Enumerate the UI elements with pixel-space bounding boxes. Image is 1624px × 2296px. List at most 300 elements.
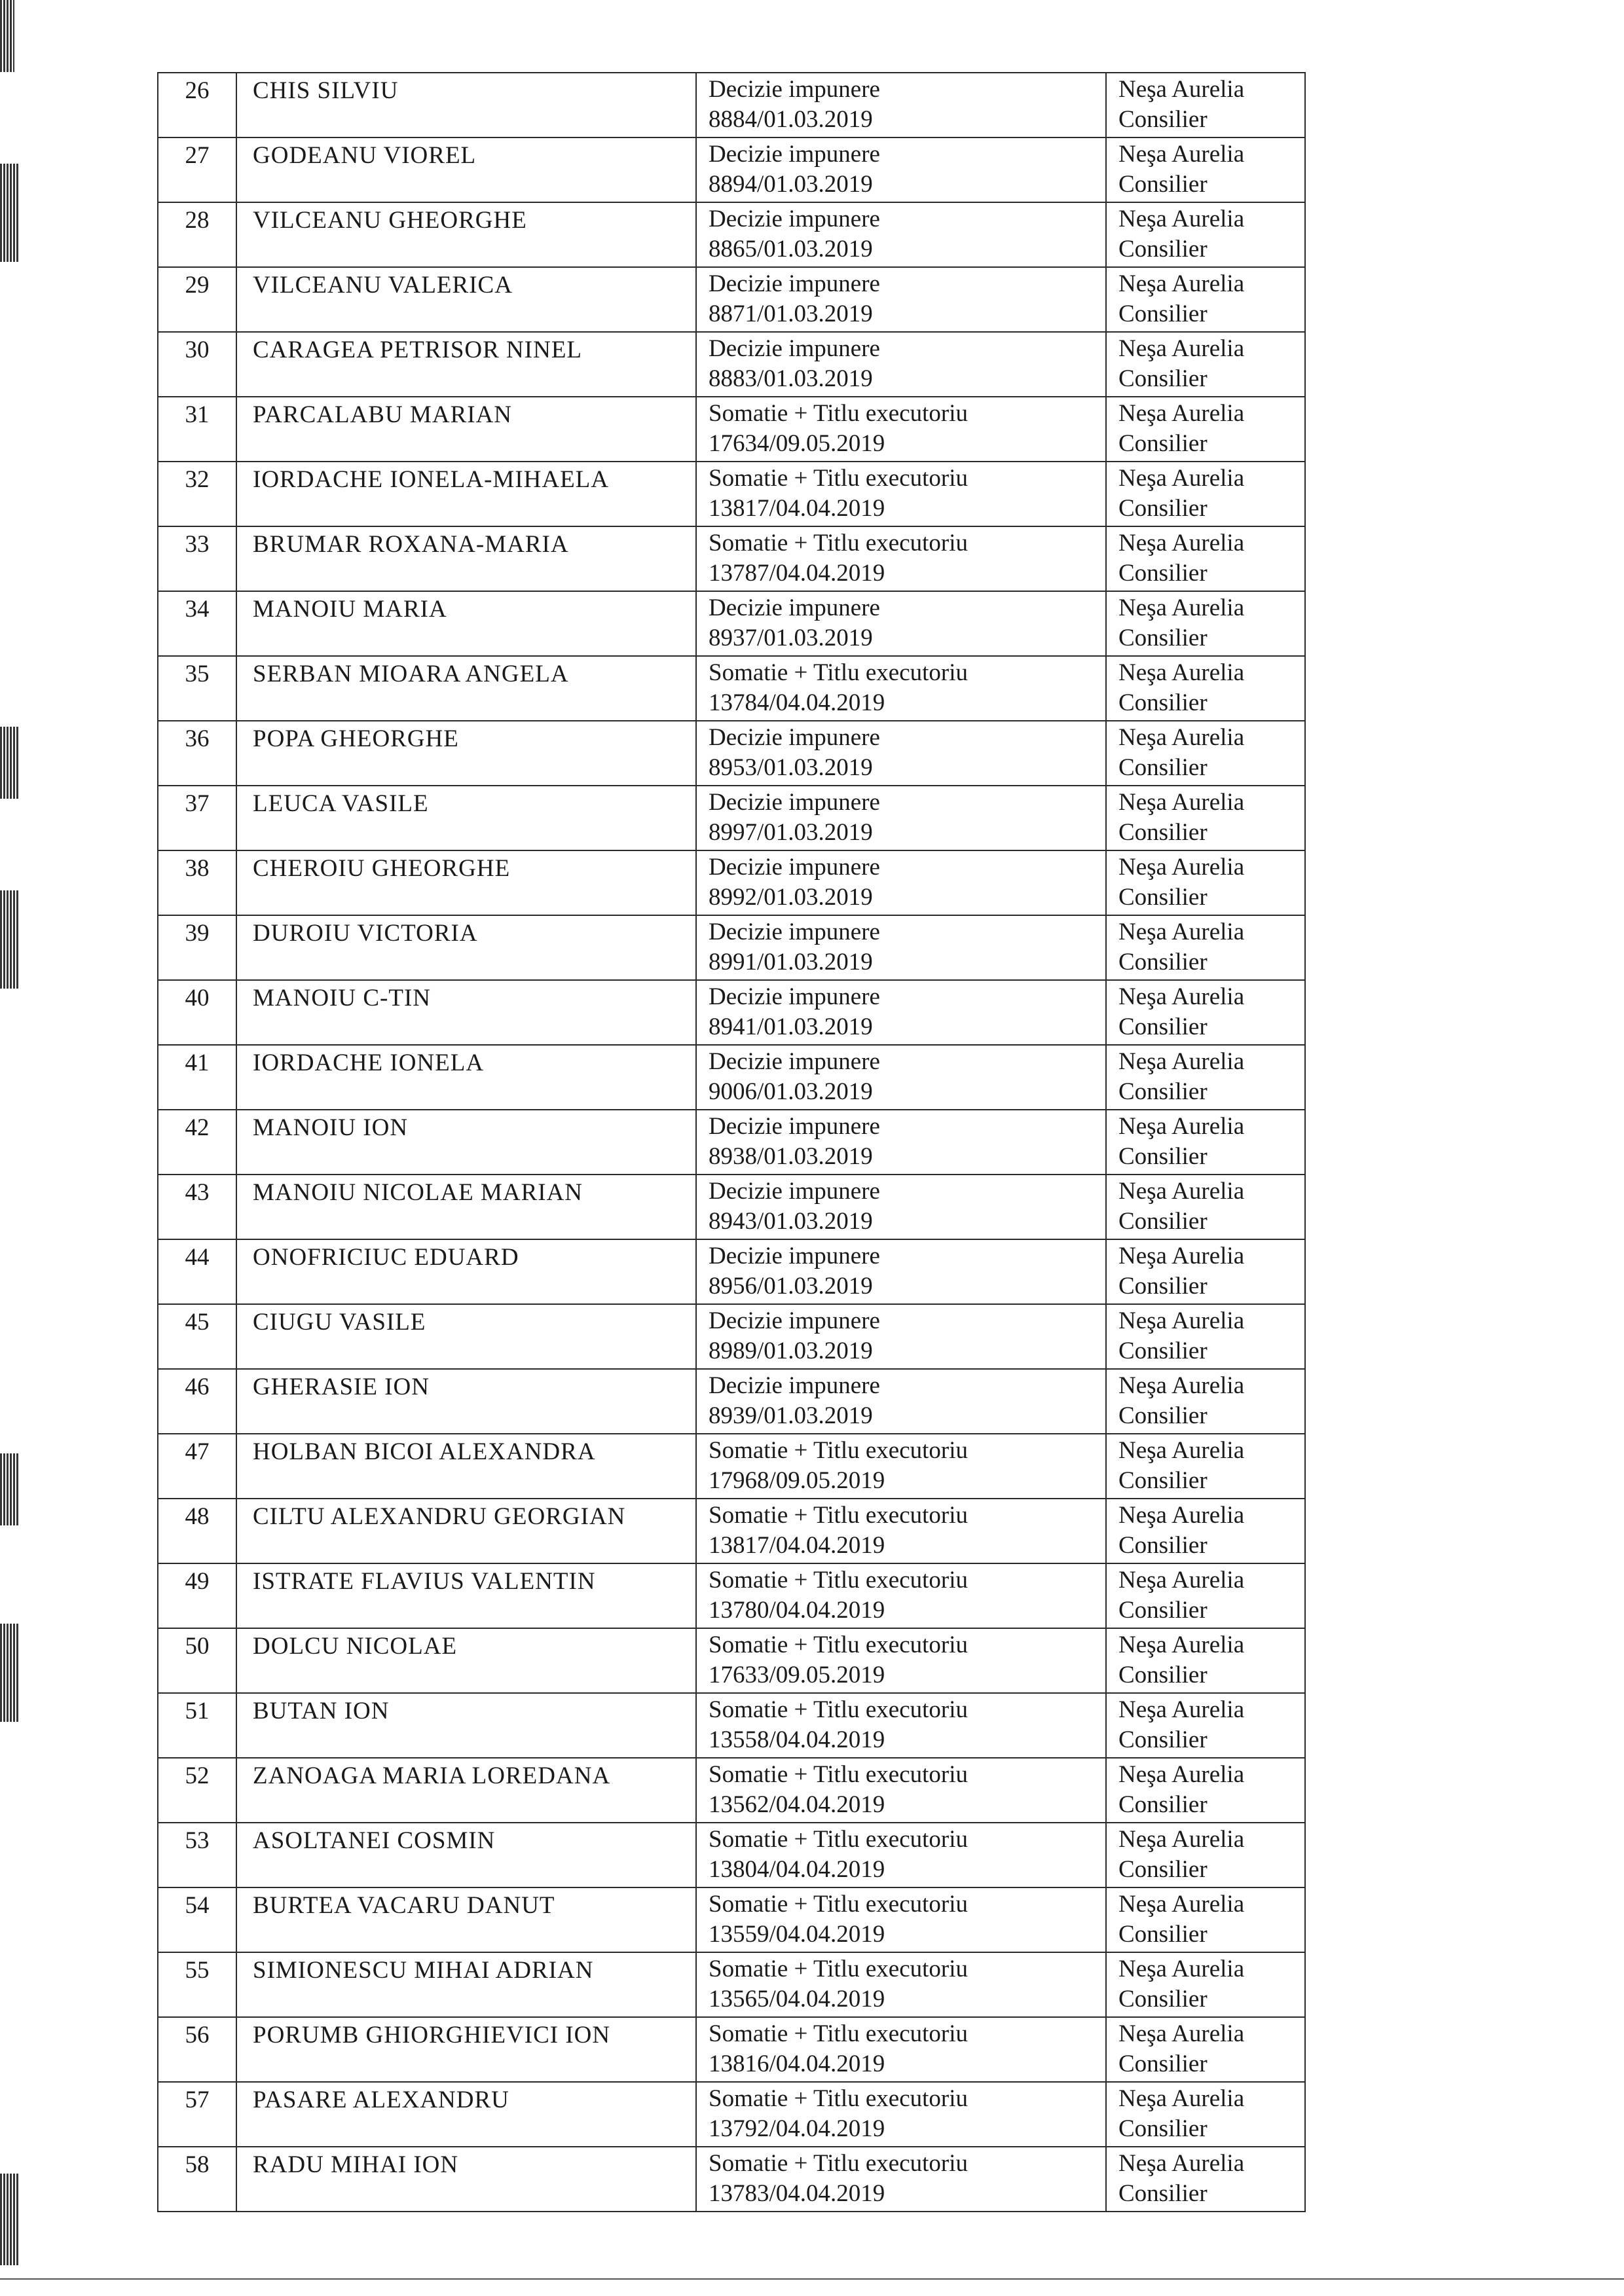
responsible-role: Consilier <box>1118 365 1208 392</box>
binder-hole-mark <box>0 1453 20 1525</box>
document-type: Somatie + Titlu executoriu <box>709 1631 968 1658</box>
responsible-cell <box>1106 721 1305 786</box>
document-reference: 8939/01.03.2019 <box>709 1402 873 1429</box>
row-number: 30 <box>158 332 236 397</box>
row-number: 56 <box>158 2017 236 2082</box>
responsible-cell <box>1106 202 1305 267</box>
document-cell <box>696 850 1106 915</box>
document-reference: 13558/04.04.2019 <box>709 1726 885 1753</box>
responsible-role: Consilier <box>1118 1078 1208 1105</box>
taxpayer-name: BUTAN ION <box>236 1693 696 1758</box>
document-type: Somatie + Titlu executoriu <box>709 659 968 686</box>
responsible-name: Neşa Aurelia <box>1118 1372 1245 1399</box>
responsible-name: Neşa Aurelia <box>1118 141 1245 168</box>
responsible-role: Consilier <box>1118 949 1208 975</box>
row-number: 28 <box>158 202 236 267</box>
responsible-name: Neşa Aurelia <box>1118 1243 1245 1269</box>
table-row <box>158 656 1305 721</box>
responsible-cell <box>1106 1110 1305 1175</box>
responsible-cell <box>1106 1304 1305 1369</box>
table-row <box>158 1628 1305 1693</box>
table-row <box>158 1239 1305 1304</box>
row-number: 37 <box>158 786 236 850</box>
document-reference: 8997/01.03.2019 <box>709 819 873 846</box>
document-type: Somatie + Titlu executoriu <box>709 530 968 556</box>
table-row <box>158 1823 1305 1887</box>
taxpayer-name: RADU MIHAI ION <box>236 2147 696 2212</box>
responsible-role: Consilier <box>1118 819 1208 846</box>
document-cell <box>696 1823 1106 1887</box>
responsible-cell <box>1106 526 1305 591</box>
responsible-cell <box>1106 1887 1305 1952</box>
document-reference: 8989/01.03.2019 <box>709 1338 873 1364</box>
document-type: Somatie + Titlu executoriu <box>709 1761 968 1788</box>
table-row <box>158 1110 1305 1175</box>
responsible-role: Consilier <box>1118 689 1208 716</box>
responsible-cell <box>1106 850 1305 915</box>
taxpayer-name: DOLCU NICOLAE <box>236 1628 696 1693</box>
document-type: Somatie + Titlu executoriu <box>709 465 968 492</box>
responsible-name: Neşa Aurelia <box>1118 2020 1245 2047</box>
document-type: Decizie impunere <box>709 983 880 1010</box>
row-number: 53 <box>158 1823 236 1887</box>
binder-hole-mark <box>0 164 20 262</box>
document-reference: 13804/04.04.2019 <box>709 1856 885 1883</box>
document-reference: 13783/04.04.2019 <box>709 2180 885 2207</box>
document-reference: 13565/04.04.2019 <box>709 1986 885 2013</box>
responsible-cell <box>1106 73 1305 137</box>
document-cell <box>696 786 1106 850</box>
taxpayer-name: ZANOAGA MARIA LOREDANA <box>236 1758 696 1823</box>
responsible-name: Neşa Aurelia <box>1118 1696 1245 1723</box>
document-cell <box>696 1758 1106 1823</box>
row-number: 43 <box>158 1175 236 1239</box>
responsible-role: Consilier <box>1118 1532 1208 1559</box>
table-row <box>158 2082 1305 2147</box>
responsible-role: Consilier <box>1118 1013 1208 1040</box>
row-number: 58 <box>158 2147 236 2212</box>
responsible-role: Consilier <box>1118 2050 1208 2077</box>
responsible-cell <box>1106 1499 1305 1563</box>
responsible-cell <box>1106 1239 1305 1304</box>
document-type: Decizie impunere <box>709 1243 880 1269</box>
document-reference: 8953/01.03.2019 <box>709 754 873 781</box>
records-table-body <box>158 73 1305 2212</box>
taxpayer-name: PARCALABU MARIAN <box>236 397 696 462</box>
taxpayer-name: IORDACHE IONELA <box>236 1045 696 1110</box>
taxpayer-name: PORUMB GHIORGHIEVICI ION <box>236 2017 696 2082</box>
responsible-cell <box>1106 1758 1305 1823</box>
document-cell <box>696 397 1106 462</box>
row-number: 36 <box>158 721 236 786</box>
responsible-name: Neşa Aurelia <box>1118 1178 1245 1205</box>
document-reference: 8943/01.03.2019 <box>709 1208 873 1235</box>
responsible-name: Neşa Aurelia <box>1118 594 1245 621</box>
document-reference: 13817/04.04.2019 <box>709 495 885 522</box>
responsible-role: Consilier <box>1118 1467 1208 1494</box>
responsible-name: Neşa Aurelia <box>1118 1113 1245 1140</box>
table-row <box>158 526 1305 591</box>
row-number: 51 <box>158 1693 236 1758</box>
responsible-role: Consilier <box>1118 1208 1208 1235</box>
document-reference: 17968/09.05.2019 <box>709 1467 885 1494</box>
document-reference: 8938/01.03.2019 <box>709 1143 873 1170</box>
taxpayer-name: VILCEANU GHEORGHE <box>236 202 696 267</box>
document-reference: 8941/01.03.2019 <box>709 1013 873 1040</box>
row-number: 34 <box>158 591 236 656</box>
taxpayer-name: ASOLTANEI COSMIN <box>236 1823 696 1887</box>
row-number: 45 <box>158 1304 236 1369</box>
document-type: Decizie impunere <box>709 854 880 881</box>
document-reference: 17634/09.05.2019 <box>709 430 885 457</box>
row-number: 47 <box>158 1434 236 1499</box>
table-row <box>158 721 1305 786</box>
responsible-cell <box>1106 1045 1305 1110</box>
responsible-role: Consilier <box>1118 2180 1208 2207</box>
row-number: 42 <box>158 1110 236 1175</box>
responsible-name: Neşa Aurelia <box>1118 76 1245 103</box>
responsible-role: Consilier <box>1118 1662 1208 1688</box>
taxpayer-name: BRUMAR ROXANA-MARIA <box>236 526 696 591</box>
document-cell <box>696 1693 1106 1758</box>
taxpayer-name: HOLBAN BICOI ALEXANDRA <box>236 1434 696 1499</box>
table-row <box>158 202 1305 267</box>
taxpayer-name: ISTRATE FLAVIUS VALENTIN <box>236 1563 696 1628</box>
taxpayer-name: CHEROIU GHEORGHE <box>236 850 696 915</box>
document-type: Decizie impunere <box>709 335 880 362</box>
document-cell <box>696 1628 1106 1693</box>
responsible-name: Neşa Aurelia <box>1118 724 1245 751</box>
table-row <box>158 1434 1305 1499</box>
table-row <box>158 980 1305 1045</box>
table-row <box>158 2017 1305 2082</box>
responsible-name: Neşa Aurelia <box>1118 1048 1245 1075</box>
responsible-name: Neşa Aurelia <box>1118 1891 1245 1918</box>
row-number: 48 <box>158 1499 236 1563</box>
responsible-role: Consilier <box>1118 1338 1208 1364</box>
document-cell <box>696 1499 1106 1563</box>
responsible-name: Neşa Aurelia <box>1118 919 1245 945</box>
table-row <box>158 397 1305 462</box>
taxpayer-name: CIUGU VASILE <box>236 1304 696 1369</box>
table-row <box>158 1499 1305 1563</box>
responsible-name: Neşa Aurelia <box>1118 530 1245 556</box>
document-type: Somatie + Titlu executoriu <box>709 2020 968 2047</box>
table-row <box>158 267 1305 332</box>
responsible-name: Neşa Aurelia <box>1118 1502 1245 1529</box>
row-number: 31 <box>158 397 236 462</box>
taxpayer-name: IORDACHE IONELA-MIHAELA <box>236 462 696 526</box>
responsible-cell <box>1106 1175 1305 1239</box>
document-type: Somatie + Titlu executoriu <box>709 1567 968 1594</box>
responsible-cell <box>1106 915 1305 980</box>
document-cell <box>696 721 1106 786</box>
table-row <box>158 1563 1305 1628</box>
responsible-cell <box>1106 1628 1305 1693</box>
document-cell <box>696 915 1106 980</box>
responsible-cell <box>1106 656 1305 721</box>
document-cell <box>696 462 1106 526</box>
responsible-name: Neşa Aurelia <box>1118 1307 1245 1334</box>
document-cell <box>696 137 1106 202</box>
responsible-role: Consilier <box>1118 236 1208 263</box>
document-type: Decizie impunere <box>709 789 880 816</box>
responsible-cell <box>1106 1434 1305 1499</box>
document-reference: 13784/04.04.2019 <box>709 689 885 716</box>
row-number: 57 <box>158 2082 236 2147</box>
document-reference: 13562/04.04.2019 <box>709 1791 885 1818</box>
document-cell <box>696 980 1106 1045</box>
responsible-cell <box>1106 332 1305 397</box>
taxpayer-name: CILTU ALEXANDRU GEORGIAN <box>236 1499 696 1563</box>
document-reference: 8884/01.03.2019 <box>709 106 873 133</box>
document-cell <box>696 73 1106 137</box>
responsible-name: Neşa Aurelia <box>1118 983 1245 1010</box>
responsible-cell <box>1106 397 1305 462</box>
row-number: 27 <box>158 137 236 202</box>
responsible-name: Neşa Aurelia <box>1118 1631 1245 1658</box>
responsible-name: Neşa Aurelia <box>1118 1826 1245 1853</box>
document-cell <box>696 2147 1106 2212</box>
page-bottom-rule <box>0 2278 1624 2280</box>
document-cell <box>696 2017 1106 2082</box>
document-cell <box>696 1952 1106 2017</box>
document-reference: 8894/01.03.2019 <box>709 171 873 198</box>
responsible-name: Neşa Aurelia <box>1118 1567 1245 1594</box>
table-row <box>158 1693 1305 1758</box>
document-reference: 13780/04.04.2019 <box>709 1597 885 1624</box>
taxpayer-name: MANOIU MARIA <box>236 591 696 656</box>
document-cell <box>696 1434 1106 1499</box>
binder-hole-mark <box>0 0 14 72</box>
document-cell <box>696 1887 1106 1952</box>
responsible-cell <box>1106 1369 1305 1434</box>
document-cell <box>696 267 1106 332</box>
document-type: Somatie + Titlu executoriu <box>709 2085 968 2112</box>
responsible-role: Consilier <box>1118 1273 1208 1300</box>
document-reference: 8992/01.03.2019 <box>709 884 873 911</box>
taxpayer-name: GHERASIE ION <box>236 1369 696 1434</box>
responsible-role: Consilier <box>1118 1986 1208 2013</box>
row-number: 38 <box>158 850 236 915</box>
document-reference: 8991/01.03.2019 <box>709 949 873 975</box>
taxpayer-name: ONOFRICIUC EDUARD <box>236 1239 696 1304</box>
taxpayer-name: CHIS SILVIU <box>236 73 696 137</box>
document-cell <box>696 1110 1106 1175</box>
responsible-name: Neşa Aurelia <box>1118 2085 1245 2112</box>
responsible-role: Consilier <box>1118 754 1208 781</box>
document-cell <box>696 332 1106 397</box>
document-type: Decizie impunere <box>709 594 880 621</box>
responsible-cell <box>1106 1823 1305 1887</box>
document-type: Decizie impunere <box>709 1048 880 1075</box>
table-row <box>158 591 1305 656</box>
responsible-name: Neşa Aurelia <box>1118 789 1245 816</box>
row-number: 40 <box>158 980 236 1045</box>
taxpayer-name: PASARE ALEXANDRU <box>236 2082 696 2147</box>
responsible-cell <box>1106 1563 1305 1628</box>
document-type: Decizie impunere <box>709 270 880 297</box>
document-type: Somatie + Titlu executoriu <box>709 1956 968 1982</box>
row-number: 32 <box>158 462 236 526</box>
document-type: Somatie + Titlu executoriu <box>709 2150 968 2177</box>
table-row <box>158 850 1305 915</box>
document-type: Somatie + Titlu executoriu <box>709 400 968 427</box>
taxpayer-name: MANOIU ION <box>236 1110 696 1175</box>
responsible-role: Consilier <box>1118 1921 1208 1948</box>
document-type: Somatie + Titlu executoriu <box>709 1502 968 1529</box>
document-type: Decizie impunere <box>709 141 880 168</box>
row-number: 44 <box>158 1239 236 1304</box>
responsible-cell <box>1106 137 1305 202</box>
responsible-role: Consilier <box>1118 495 1208 522</box>
responsible-role: Consilier <box>1118 430 1208 457</box>
row-number: 52 <box>158 1758 236 1823</box>
responsible-role: Consilier <box>1118 106 1208 133</box>
taxpayer-name: DUROIU VICTORIA <box>236 915 696 980</box>
document-type: Somatie + Titlu executoriu <box>709 1437 968 1464</box>
document-type: Decizie impunere <box>709 724 880 751</box>
table-row <box>158 332 1305 397</box>
responsible-role: Consilier <box>1118 1143 1208 1170</box>
document-reference: 13792/04.04.2019 <box>709 2115 885 2142</box>
responsible-name: Neşa Aurelia <box>1118 1956 1245 1982</box>
responsible-role: Consilier <box>1118 2115 1208 2142</box>
document-type: Somatie + Titlu executoriu <box>709 1891 968 1918</box>
row-number: 26 <box>158 73 236 137</box>
document-reference: 8956/01.03.2019 <box>709 1273 873 1300</box>
taxpayer-name: VILCEANU VALERICA <box>236 267 696 332</box>
document-reference: 8871/01.03.2019 <box>709 301 873 327</box>
row-number: 55 <box>158 1952 236 2017</box>
document-cell <box>696 202 1106 267</box>
document-cell <box>696 1304 1106 1369</box>
document-type: Decizie impunere <box>709 919 880 945</box>
table-row <box>158 786 1305 850</box>
document-cell <box>696 1239 1106 1304</box>
document-cell <box>696 1175 1106 1239</box>
document-reference: 9006/01.03.2019 <box>709 1078 873 1105</box>
document-reference: 17633/09.05.2019 <box>709 1662 885 1688</box>
document-type: Somatie + Titlu executoriu <box>709 1696 968 1723</box>
document-type: Decizie impunere <box>709 76 880 103</box>
table-row <box>158 1175 1305 1239</box>
responsible-cell <box>1106 462 1305 526</box>
row-number: 35 <box>158 656 236 721</box>
responsible-role: Consilier <box>1118 1726 1208 1753</box>
document-type: Decizie impunere <box>709 206 880 232</box>
document-cell <box>696 656 1106 721</box>
responsible-name: Neşa Aurelia <box>1118 854 1245 881</box>
responsible-cell <box>1106 2017 1305 2082</box>
taxpayer-name: GODEANU VIOREL <box>236 137 696 202</box>
document-type: Decizie impunere <box>709 1307 880 1334</box>
responsible-name: Neşa Aurelia <box>1118 270 1245 297</box>
responsible-name: Neşa Aurelia <box>1118 1437 1245 1464</box>
binder-hole-mark <box>0 1624 20 1722</box>
document-reference: 13559/04.04.2019 <box>709 1921 885 1948</box>
row-number: 41 <box>158 1045 236 1110</box>
responsible-role: Consilier <box>1118 301 1208 327</box>
document-cell <box>696 1563 1106 1628</box>
responsible-cell <box>1106 1952 1305 2017</box>
responsible-role: Consilier <box>1118 1402 1208 1429</box>
document-reference: 13817/04.04.2019 <box>709 1532 885 1559</box>
row-number: 46 <box>158 1369 236 1434</box>
responsible-cell <box>1106 1693 1305 1758</box>
row-number: 39 <box>158 915 236 980</box>
row-number: 29 <box>158 267 236 332</box>
taxpayer-name: MANOIU C-TIN <box>236 980 696 1045</box>
responsible-role: Consilier <box>1118 1597 1208 1624</box>
responsible-role: Consilier <box>1118 1791 1208 1818</box>
document-reference: 8937/01.03.2019 <box>709 625 873 651</box>
row-number: 33 <box>158 526 236 591</box>
taxpayer-name: LEUCA VASILE <box>236 786 696 850</box>
table-row <box>158 1758 1305 1823</box>
table-row <box>158 73 1305 137</box>
document-cell <box>696 1045 1106 1110</box>
responsible-role: Consilier <box>1118 625 1208 651</box>
table-row <box>158 1369 1305 1434</box>
document-type: Decizie impunere <box>709 1372 880 1399</box>
table-row <box>158 1045 1305 1110</box>
document-cell <box>696 1369 1106 1434</box>
records-table <box>157 72 1306 2212</box>
document-reference: 8883/01.03.2019 <box>709 365 873 392</box>
taxpayer-name: SERBAN MIOARA ANGELA <box>236 656 696 721</box>
responsible-name: Neşa Aurelia <box>1118 400 1245 427</box>
taxpayer-name: MANOIU NICOLAE MARIAN <box>236 1175 696 1239</box>
table-row <box>158 1952 1305 2017</box>
row-number: 50 <box>158 1628 236 1693</box>
responsible-name: Neşa Aurelia <box>1118 659 1245 686</box>
binder-hole-mark <box>0 890 20 989</box>
responsible-cell <box>1106 591 1305 656</box>
responsible-cell <box>1106 267 1305 332</box>
document-reference: 13787/04.04.2019 <box>709 560 885 587</box>
document-type: Decizie impunere <box>709 1113 880 1140</box>
document-reference: 13816/04.04.2019 <box>709 2050 885 2077</box>
table-row <box>158 2147 1305 2212</box>
table-row <box>158 137 1305 202</box>
responsible-cell <box>1106 2147 1305 2212</box>
responsible-role: Consilier <box>1118 171 1208 198</box>
responsible-name: Neşa Aurelia <box>1118 206 1245 232</box>
responsible-role: Consilier <box>1118 1856 1208 1883</box>
responsible-role: Consilier <box>1118 560 1208 587</box>
responsible-name: Neşa Aurelia <box>1118 2150 1245 2177</box>
responsible-cell <box>1106 980 1305 1045</box>
document-cell <box>696 2082 1106 2147</box>
document-cell <box>696 591 1106 656</box>
responsible-name: Neşa Aurelia <box>1118 335 1245 362</box>
responsible-cell <box>1106 2082 1305 2147</box>
row-number: 49 <box>158 1563 236 1628</box>
taxpayer-name: POPA GHEORGHE <box>236 721 696 786</box>
row-number: 54 <box>158 1887 236 1952</box>
binder-hole-mark <box>0 727 20 799</box>
document-cell <box>696 526 1106 591</box>
document-type: Somatie + Titlu executoriu <box>709 1826 968 1853</box>
taxpayer-name: BURTEA VACARU DANUT <box>236 1887 696 1952</box>
responsible-name: Neşa Aurelia <box>1118 1761 1245 1788</box>
responsible-cell <box>1106 786 1305 850</box>
table-row <box>158 915 1305 980</box>
table-row <box>158 462 1305 526</box>
binder-hole-mark <box>0 2174 20 2265</box>
taxpayer-name: SIMIONESCU MIHAI ADRIAN <box>236 1952 696 2017</box>
